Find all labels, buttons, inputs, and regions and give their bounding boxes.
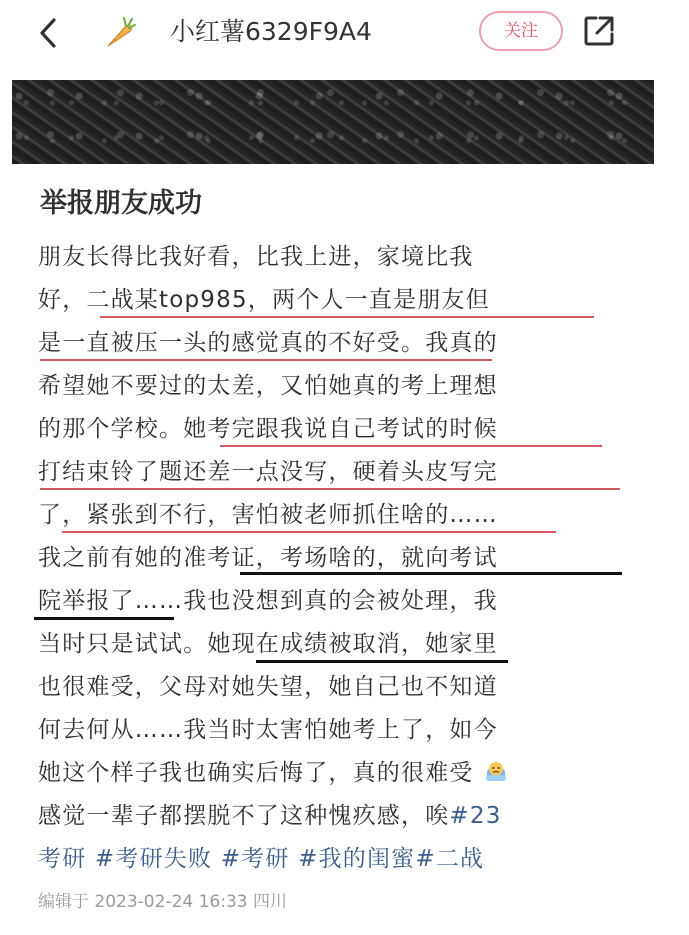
post-line-13 (38, 756, 508, 794)
highlight-underline (40, 359, 492, 361)
username[interactable]: 小红薯6329F9A4 (170, 17, 372, 46)
post-line-6: 打结束铃了题还差一点没写，硬着头皮写完 (38, 459, 498, 485)
highlight-underline (100, 316, 594, 318)
post-line-4: 希望她不要过的太差，又怕她真的考上理想 (38, 373, 498, 399)
hashtag-23[interactable]: #23 (449, 803, 502, 829)
post-title: 举报朋友成功 (40, 188, 202, 219)
post-line-7: 了，紧张到不行，害怕被老师抓住啥的…… (38, 502, 498, 528)
carrot-icon[interactable] (98, 12, 138, 52)
hashtag-links[interactable]: 考研 #考研失败 #考研 #我的闺蜜#二战 (38, 846, 485, 872)
highlight-underline (62, 531, 556, 533)
top-bar (0, 0, 689, 70)
chevron-left-icon[interactable] (30, 15, 66, 51)
post-line-10: 当时只是试试。她现在成绩被取消，她家里 (38, 631, 498, 657)
post-line-5: 的那个学校。她考完跟我说自己考试的时候 (38, 416, 498, 442)
highlight-underline (240, 572, 622, 575)
share-icon[interactable] (582, 14, 616, 48)
highlight-underline (34, 617, 174, 620)
post-line-1: 朋友长得比我好看，比我上进，家境比我 (38, 244, 474, 270)
post-line-11: 也很难受，父母对她失望，她自己也不知道 (38, 674, 498, 700)
sad-face-emoji-icon (484, 760, 508, 794)
post-line-2: 好，二战某top985，两个人一直是朋友但 (38, 287, 490, 313)
post-image-strip (12, 80, 654, 164)
post-line-14-text: 感觉一辈子都摆脱不了这种愧疚感，唉 (38, 803, 450, 829)
edit-timestamp: 编辑于 2023-02-24 16:33 四川 (38, 892, 287, 912)
post-line-9: 院举报了……我也没想到真的会被处理，我 (38, 588, 498, 614)
post-line-14 (38, 799, 502, 833)
post-line-12: 何去何从……我当时太害怕她考上了，如今 (38, 717, 498, 743)
highlight-underline (256, 660, 508, 663)
highlight-underline (220, 445, 602, 447)
post-tags-line (38, 842, 484, 876)
post-line-13-text: 她这个样子我也确实后悔了，真的很难受 (38, 760, 474, 786)
follow-button[interactable]: 关注 (479, 11, 563, 51)
post-line-8: 我之前有她的准考证，考场啥的，就向考试 (38, 545, 498, 571)
post-line-3: 是一直被压一头的感觉真的不好受。我真的 (38, 330, 498, 356)
highlight-underline (40, 488, 620, 490)
